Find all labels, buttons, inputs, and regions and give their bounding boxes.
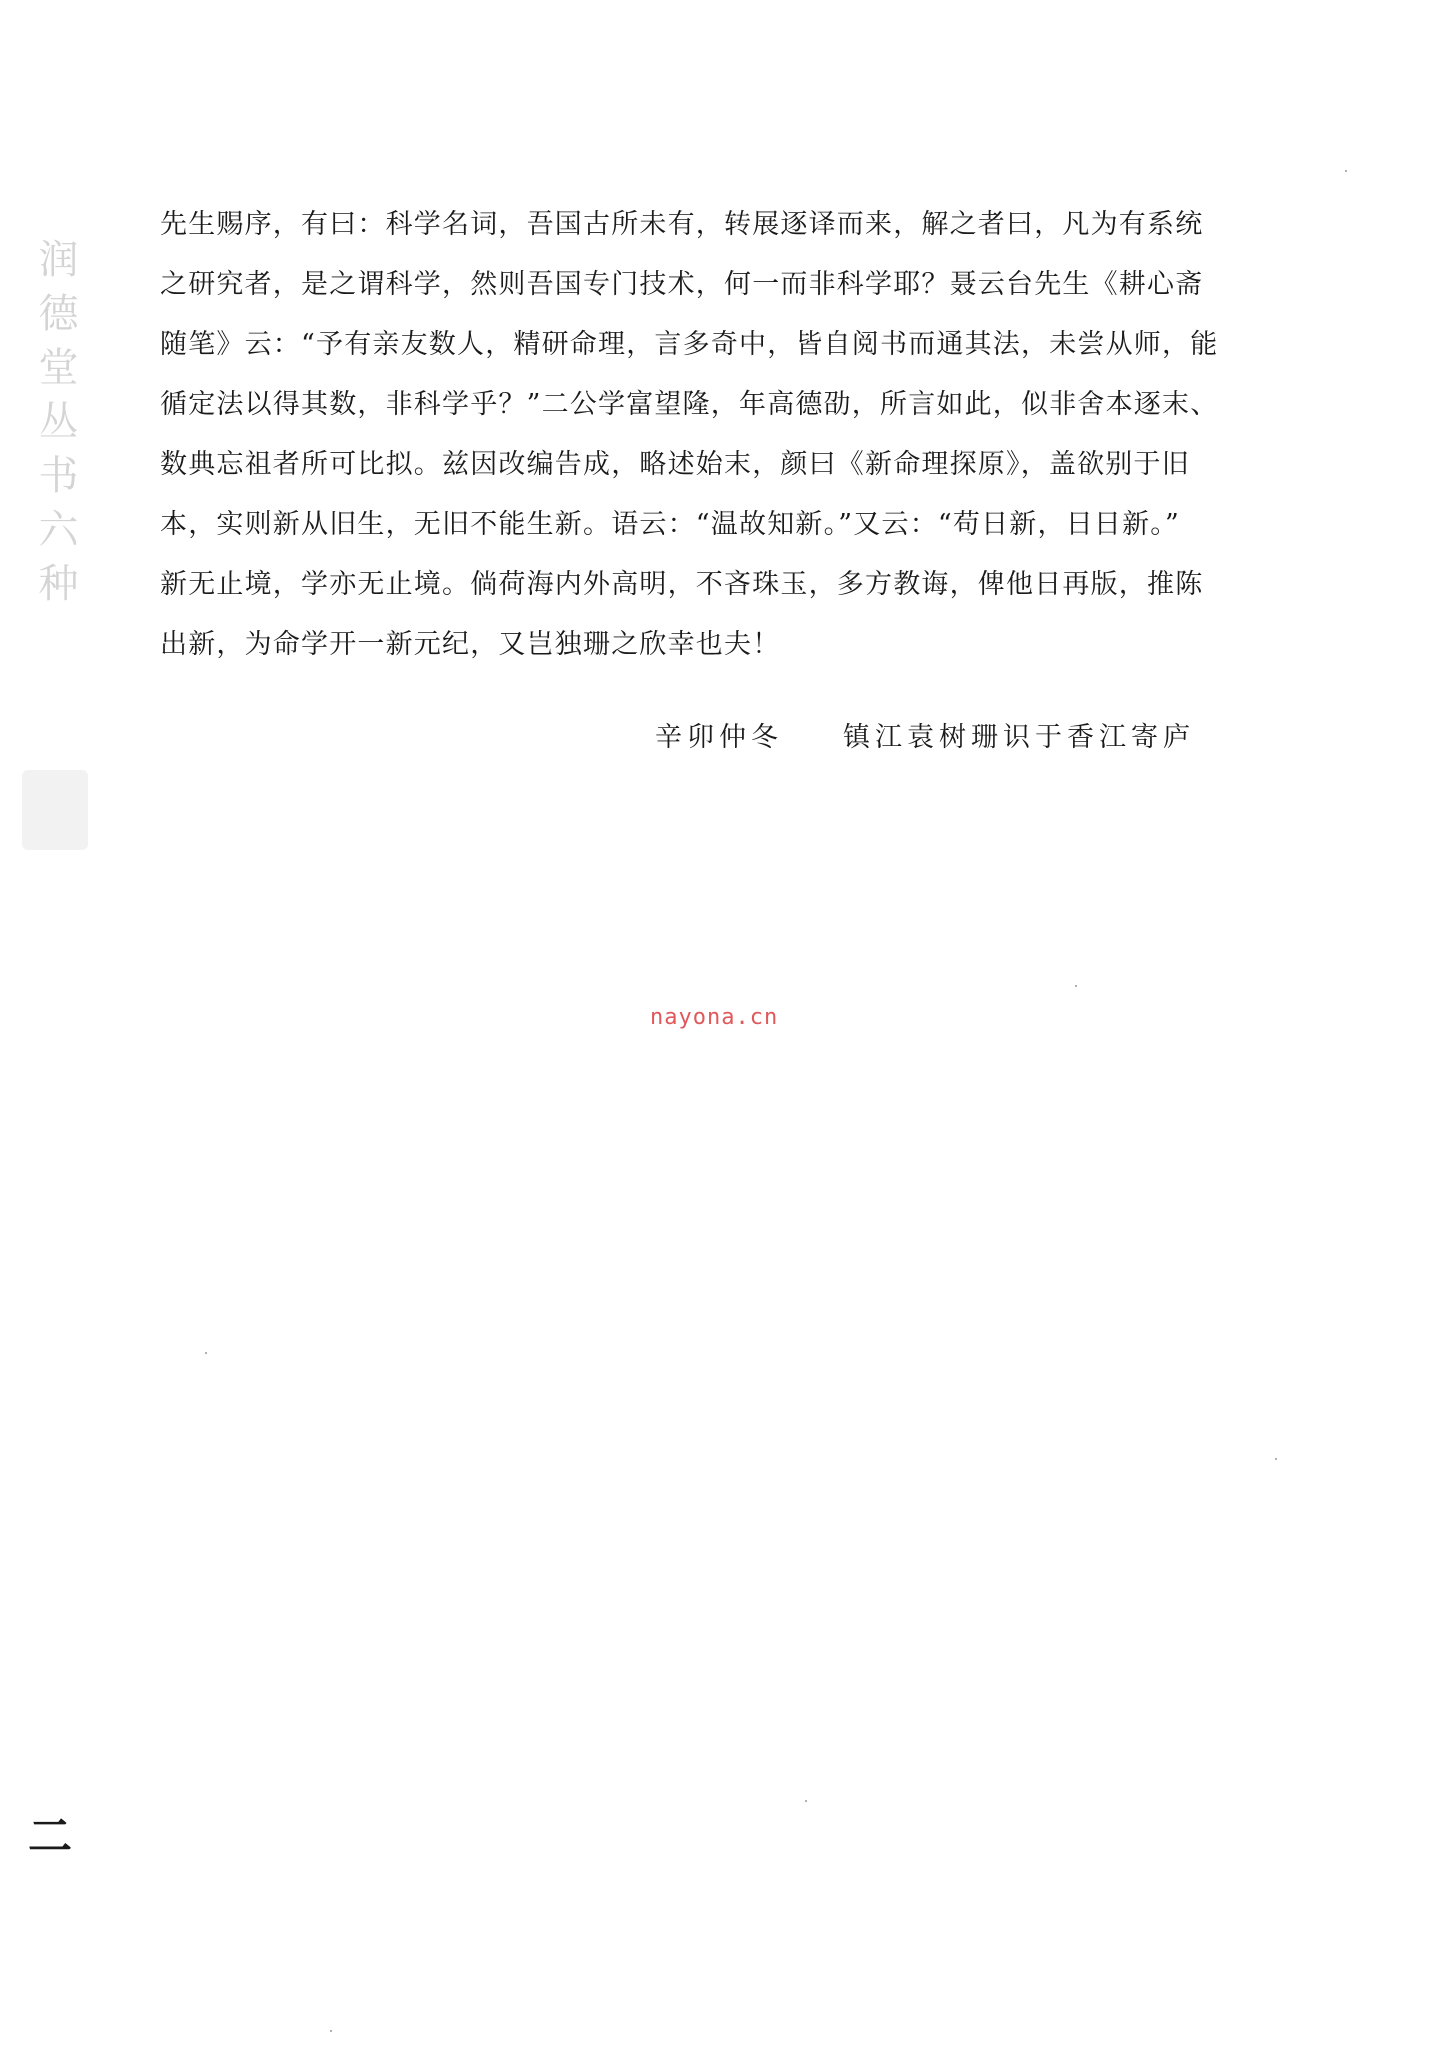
paragraph-line: 数典忘祖者所可比拟。兹因改编告成，略述始末，颜曰《新命理探原》，盖欲别于旧 [160, 449, 1190, 480]
preface-paragraph [160, 195, 1310, 675]
signature-author: 镇江袁树珊识于香江寄庐 [843, 722, 1195, 753]
paragraph-line: 新无止境，学亦无止境。倘荷海内外高明，不吝珠玉，多方教诲，俾他日再版，推陈 [160, 569, 1204, 600]
paragraph-line: 先生赐序，有曰：科学名词，吾国古所未有，转展逐译而来，解之者曰，凡为有系统 [160, 209, 1204, 240]
paper-speck [330, 2030, 332, 2032]
paragraph-line: 循定法以得其数，非科学乎？”二公学富望隆，年高德劭，所言如此，似非舍本逐末、 [160, 389, 1219, 420]
paragraph-line: 随笔》云：“予有亲友数人，精研命理，言多奇中，皆自阅书而通其法，未尝从师，能 [160, 329, 1219, 360]
paper-speck [1075, 985, 1077, 987]
page-number: 二 [28, 1811, 72, 1862]
paper-speck [205, 1352, 207, 1354]
side-series-title: 润德堂丛书六种 [32, 238, 78, 616]
signature-date: 辛卯仲冬 [655, 722, 783, 753]
watermark-text: nayona.cn [650, 1005, 779, 1030]
paragraph-line: 之研究者，是之谓科学，然则吾国专门技术，何一而非科学耶？聂云台先生《耕心斋 [160, 269, 1204, 300]
paragraph-line: 出新，为命学开一新元纪，又岂独珊之欣幸也夫！ [160, 629, 781, 660]
paper-speck [1345, 170, 1347, 172]
paragraph-line: 本，实则新从旧生，无旧不能生新。语云：“温故知新。”又云：“苟日新，日日新。” [160, 509, 1181, 540]
paper-speck [805, 1800, 807, 1802]
paper-speck [1275, 1458, 1277, 1460]
faint-seal-mark [22, 770, 88, 850]
signature-line [655, 715, 1195, 754]
